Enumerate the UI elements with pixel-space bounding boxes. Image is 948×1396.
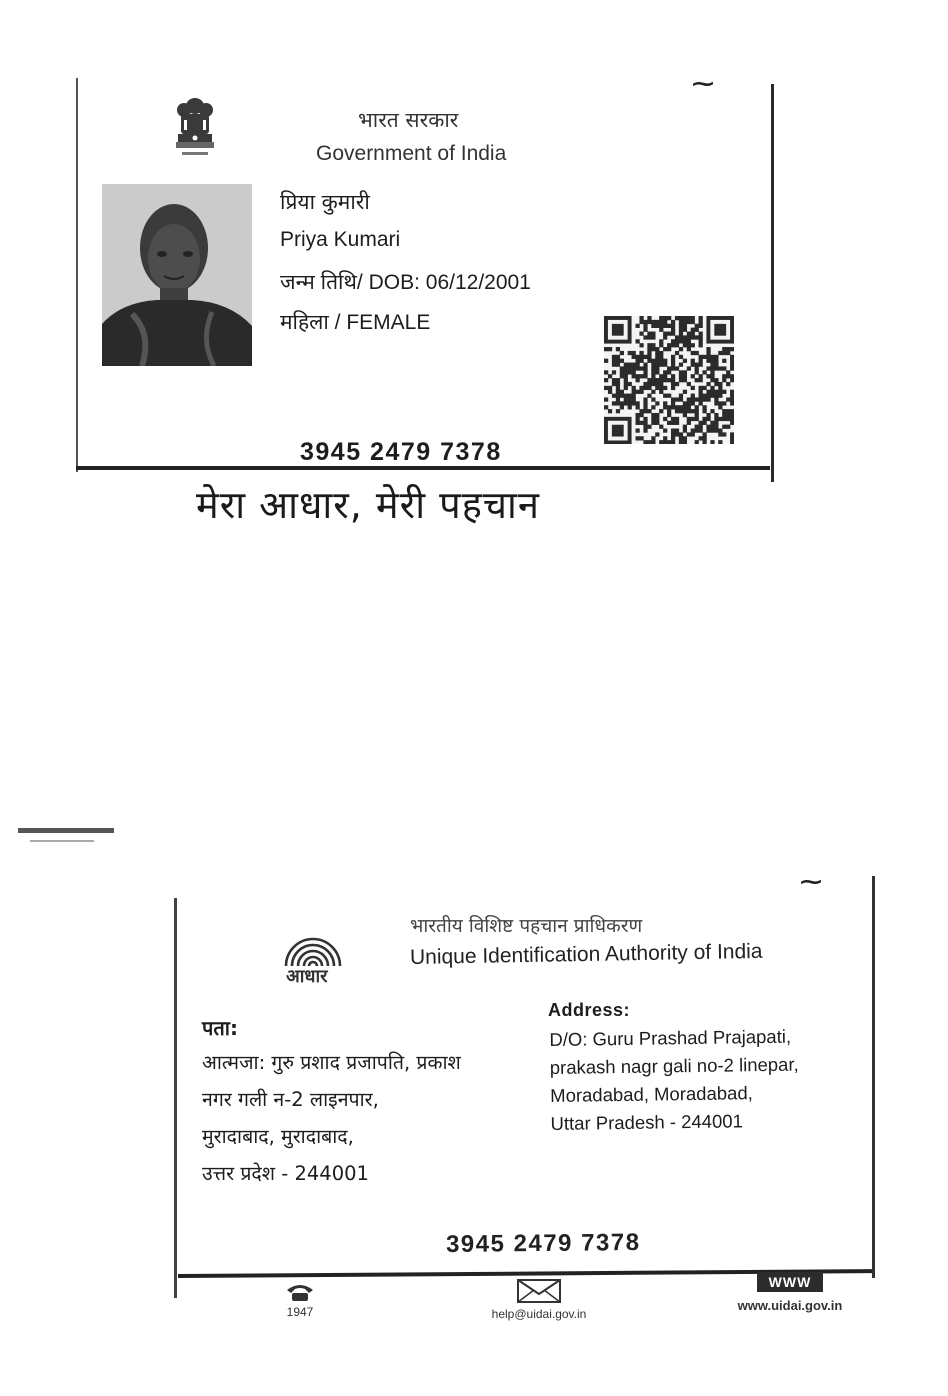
aadhaar-card-back bbox=[172, 870, 888, 1321]
card-border-left bbox=[76, 78, 78, 472]
helpline bbox=[268, 1282, 332, 1319]
email-contact bbox=[454, 1278, 624, 1321]
address-line: Uttar Pradesh - 244001 bbox=[550, 1110, 744, 1134]
address-hindi: आत्मजा: गुरु प्रशाद प्रजापति, प्रकाश नगर गली न-2 लाइनपार, मुरादाबाद, मुरादाबाद, उत्तर प्रदेश - 244001 bbox=[202, 1051, 461, 1185]
qr-code-icon bbox=[604, 316, 734, 444]
tagline: मेरा आधार, मेरी पहचान bbox=[196, 483, 540, 527]
national-emblem-icon bbox=[172, 94, 218, 164]
gender: महिला / FEMALE bbox=[280, 311, 431, 334]
aadhaar-logo-text: आधार bbox=[286, 966, 328, 987]
address-hindi-label: पता: bbox=[202, 1016, 238, 1040]
helpline-number: 1947 bbox=[286, 1305, 314, 1319]
card-border-right bbox=[872, 876, 875, 1278]
card-border-right bbox=[771, 84, 774, 482]
address-english-label: Address: bbox=[548, 1000, 631, 1020]
website-contact bbox=[716, 1272, 864, 1313]
website-url: www.uidai.gov.in bbox=[737, 1298, 843, 1313]
address-line: Moradabad, Moradabad, bbox=[550, 1082, 753, 1106]
aadhaar-logo bbox=[278, 924, 348, 986]
government-english-title: Government of India bbox=[316, 142, 507, 165]
aadhaar-number: 3945 2479 7378 bbox=[445, 1228, 641, 1259]
scan-mark bbox=[30, 840, 94, 842]
holder-photo bbox=[102, 184, 252, 366]
authority-hindi-title: भारतीय विशिष्ट पहचान प्राधिकरण bbox=[410, 915, 643, 937]
card-border-left bbox=[174, 898, 177, 1298]
date-of-birth: जन्म तिथि/ DOB: 06/12/2001 bbox=[280, 271, 531, 294]
aadhaar-card-front bbox=[76, 72, 778, 476]
government-hindi-title: भारत सरकार bbox=[358, 108, 459, 132]
scan-mark: ⁓ bbox=[692, 72, 714, 97]
email-address: help@uidai.gov.in bbox=[491, 1307, 587, 1321]
mail-icon bbox=[516, 1278, 562, 1304]
address-english bbox=[549, 1023, 799, 1138]
holder-name-hindi: प्रिया कुमारी bbox=[280, 190, 370, 214]
address-line: D/O: Guru Prashad Prajapati, bbox=[549, 1025, 792, 1051]
address-line: prakash nagr gali no-2 linepar, bbox=[549, 1053, 799, 1079]
scan-mark bbox=[18, 828, 114, 833]
authority-english-title: Unique Identification Authority of India bbox=[409, 939, 763, 969]
holder-name-english: Priya Kumari bbox=[280, 228, 401, 251]
phone-icon bbox=[285, 1282, 315, 1302]
fingerprint-icon bbox=[278, 924, 348, 968]
www-icon: WWW bbox=[757, 1272, 824, 1292]
scan-mark: ⁓ bbox=[800, 870, 822, 895]
aadhaar-number: 3945 2479 7378 bbox=[300, 438, 502, 466]
